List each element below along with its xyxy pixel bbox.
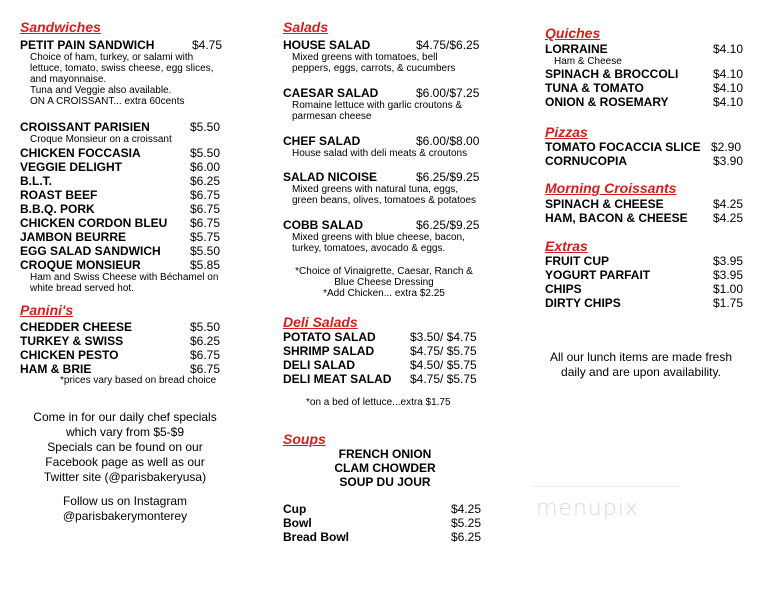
item-description: lettuce, tomato, swiss cheese, egg slices, (30, 63, 214, 74)
menu-item-price: $5.50 (190, 120, 221, 134)
menu-item-name: SALAD NICOISE (283, 170, 378, 184)
menu-item-name: POTATO SALAD (283, 330, 376, 344)
menu-item-name: JAMBON BEURRE (20, 230, 127, 244)
menu-item-price: $6.25/$9.25 (416, 170, 480, 184)
menu-item-price: $3.95 (713, 268, 744, 282)
item-description: and mayonnaise. (30, 74, 107, 85)
item-description: Ham & Cheese (554, 56, 622, 67)
menu-item-price: $5.50 (190, 320, 221, 334)
menu-item-name: EGG SALAD SANDWICH (20, 244, 161, 258)
menu-item-name: CHEDDER CHEESE (20, 320, 133, 334)
menu-item-price: $6.75 (190, 216, 221, 230)
menu-item-price: $6.25/$9.25 (416, 218, 480, 232)
item-description: Ham and Swiss Cheese with Béchamel on (30, 272, 219, 283)
menu-item-price: $1.00 (713, 282, 744, 296)
item-description: Mixed greens with tomatoes, bell (292, 52, 438, 63)
item-description: green beans, olives, tomatoes & potatoes (292, 195, 477, 206)
menu-item-name: FRUIT CUP (545, 254, 609, 268)
item-description: Tuna and Veggie also available. (30, 85, 172, 96)
deli-note: *on a bed of lettuce...extra $1.75 (306, 397, 451, 408)
item-description: parmesan cheese (292, 111, 372, 122)
menu-item-name: LORRAINE (545, 42, 608, 56)
menu-item-price: $6.00/$8.00 (416, 134, 480, 148)
menu-item-price: $4.75/ $5.75 (410, 372, 477, 386)
menu-item-price: $3.50/ $4.75 (410, 330, 477, 344)
dressing-note: *Choice of Vinaigrette, Caesar, Ranch & Blue Cheese Dressing *Add Chicken... extra $2.25 (295, 266, 473, 299)
croissants-heading: Morning Croissants (545, 180, 677, 196)
menu-item-name: DELI SALAD (283, 358, 355, 372)
menu-item-name: HAM, BACON & CHEESE (545, 211, 688, 225)
menu-item-price: $6.25 (190, 174, 221, 188)
menu-item-name: PETIT PAIN SANDWICH (20, 38, 155, 52)
menu-item-price: $4.10 (713, 67, 744, 81)
extras-heading: Extras (545, 238, 588, 254)
menu-item-name: DELI MEAT SALAD (283, 372, 392, 386)
item-description: turkey, tomatoes, avocado & eggs. (292, 243, 446, 254)
menu-item-name: YOGURT PARFAIT (545, 268, 651, 282)
menu-item-price: $4.75 (192, 38, 223, 52)
menu-item-name: CHIPS (545, 282, 582, 296)
item-description: Romaine lettuce with garlic croutons & (292, 100, 463, 111)
soups-heading: Soups (283, 431, 326, 447)
menu-item-price: $6.25 (451, 530, 482, 544)
sandwiches-heading: Sandwiches (20, 19, 101, 35)
lunch-note: All our lunch items are made fresh daily and are upon availability. (549, 350, 733, 379)
menu-item-name: B.B.Q. PORK (20, 202, 95, 216)
menu-item-price: $6.75 (190, 362, 221, 376)
menu-item-name: Bread Bowl (283, 530, 350, 544)
menu-item-name: CHEF SALAD (283, 134, 361, 148)
menu-item-price: $5.50 (190, 146, 221, 160)
menu-item-name: SPINACH & BROCCOLI (545, 67, 679, 81)
menu-item-name: CROISSANT PARISIEN (20, 120, 150, 134)
menu-item-name: HAM & BRIE (20, 362, 92, 376)
menu-item-price: $4.10 (713, 95, 744, 109)
watermark-divider (532, 486, 680, 487)
item-description: House salad with deli meats & croutons (292, 148, 468, 159)
pizzas-heading: Pizzas (545, 124, 588, 140)
paninis-heading: Panini's (20, 302, 74, 318)
menu-item-name: CORNUCOPIA (545, 154, 628, 168)
menu-item-price: $6.00 (190, 160, 221, 174)
menu-item-name: DIRTY CHIPS (545, 296, 621, 310)
item-description: Mixed greens with blue cheese, bacon, (292, 232, 465, 243)
menu-item-price: $6.00/$7.25 (416, 86, 480, 100)
menu-item-price: $4.10 (713, 42, 744, 56)
menu-item-price: $6.75 (190, 348, 221, 362)
instagram-note: Follow us on Instagram @parisbakerymonterey (62, 494, 188, 523)
item-description: Choice of ham, turkey, or salami with (30, 52, 194, 63)
item-description: Croque Monsieur on a croissant (30, 134, 172, 145)
menu-item-price: $4.75/$6.25 (416, 38, 480, 52)
menu-item-price: $5.50 (190, 244, 221, 258)
menu-item-name: Bowl (283, 516, 312, 530)
menu-item-name: ROAST BEEF (20, 188, 98, 202)
salads-heading: Salads (283, 19, 329, 35)
soup-kinds: FRENCH ONION CLAM CHOWDER SOUP DU JOUR (334, 447, 436, 489)
item-description: Mixed greens with natural tuna, eggs, (292, 184, 459, 195)
quiches-heading: Quiches (545, 25, 601, 41)
menu-item-name: CAESAR SALAD (283, 86, 379, 100)
menu-item-price: $4.25 (713, 197, 744, 211)
menu-item-price: $5.75 (190, 230, 221, 244)
deli-salads-heading: Deli Salads (283, 314, 358, 330)
item-description: peppers, eggs, carrots, & cucumbers (292, 63, 456, 74)
menu-item-name: CHICKEN CORDON BLEU (20, 216, 168, 230)
menu-item-price: $4.25 (451, 502, 482, 516)
item-description: ON A CROISSANT... extra 60cents (30, 96, 185, 107)
menu-item-name: CHICKEN FOCCASIA (20, 146, 141, 160)
menu-item-price: $4.25 (713, 211, 744, 225)
menu-item-price: $3.95 (713, 254, 744, 268)
specials-note: Come in for our daily chef specials which vary from $5-$9 Specials can be found on our Facebook page as well as our Twitter site (@parisbakeryusa) (33, 410, 217, 484)
menupix-watermark: menupix (536, 496, 639, 521)
menu-item-price: $2.90 (711, 140, 742, 154)
menu-item-name: TUNA & TOMATO (545, 81, 644, 95)
menu-item-name: SPINACH & CHEESE (545, 197, 664, 211)
menu-item-price: $4.50/ $5.75 (410, 358, 477, 372)
menu-item-name: SHRIMP SALAD (283, 344, 375, 358)
menu-item-name: TOMATO FOCACCIA SLICE (545, 140, 701, 154)
menu-item-name: Cup (283, 502, 307, 516)
menu-item-name: ONION & ROSEMARY (545, 95, 669, 109)
menu-item-name: HOUSE SALAD (283, 38, 371, 52)
menu-item-name: CROQUE MONSIEUR (20, 258, 141, 272)
item-description: white bread served hot. (30, 283, 134, 294)
menu-item-name: TURKEY & SWISS (20, 334, 124, 348)
menu-item-name: VEGGIE DELIGHT (20, 160, 123, 174)
menu-item-name: B.L.T. (20, 174, 52, 188)
price-note: *prices vary based on bread choice (60, 375, 217, 386)
menu-item-price: $1.75 (713, 296, 744, 310)
menu-item-name: CHICKEN PESTO (20, 348, 119, 362)
menu-item-price: $5.85 (190, 258, 221, 272)
menu-item-price: $4.75/ $5.75 (410, 344, 477, 358)
menu-item-name: COBB SALAD (283, 218, 363, 232)
menu-item-price: $6.75 (190, 202, 221, 216)
menu-item-price: $3.90 (713, 154, 744, 168)
menu-item-price: $4.10 (713, 81, 744, 95)
menu-item-price: $6.25 (190, 334, 221, 348)
menu-item-price: $6.75 (190, 188, 221, 202)
menu-item-price: $5.25 (451, 516, 482, 530)
